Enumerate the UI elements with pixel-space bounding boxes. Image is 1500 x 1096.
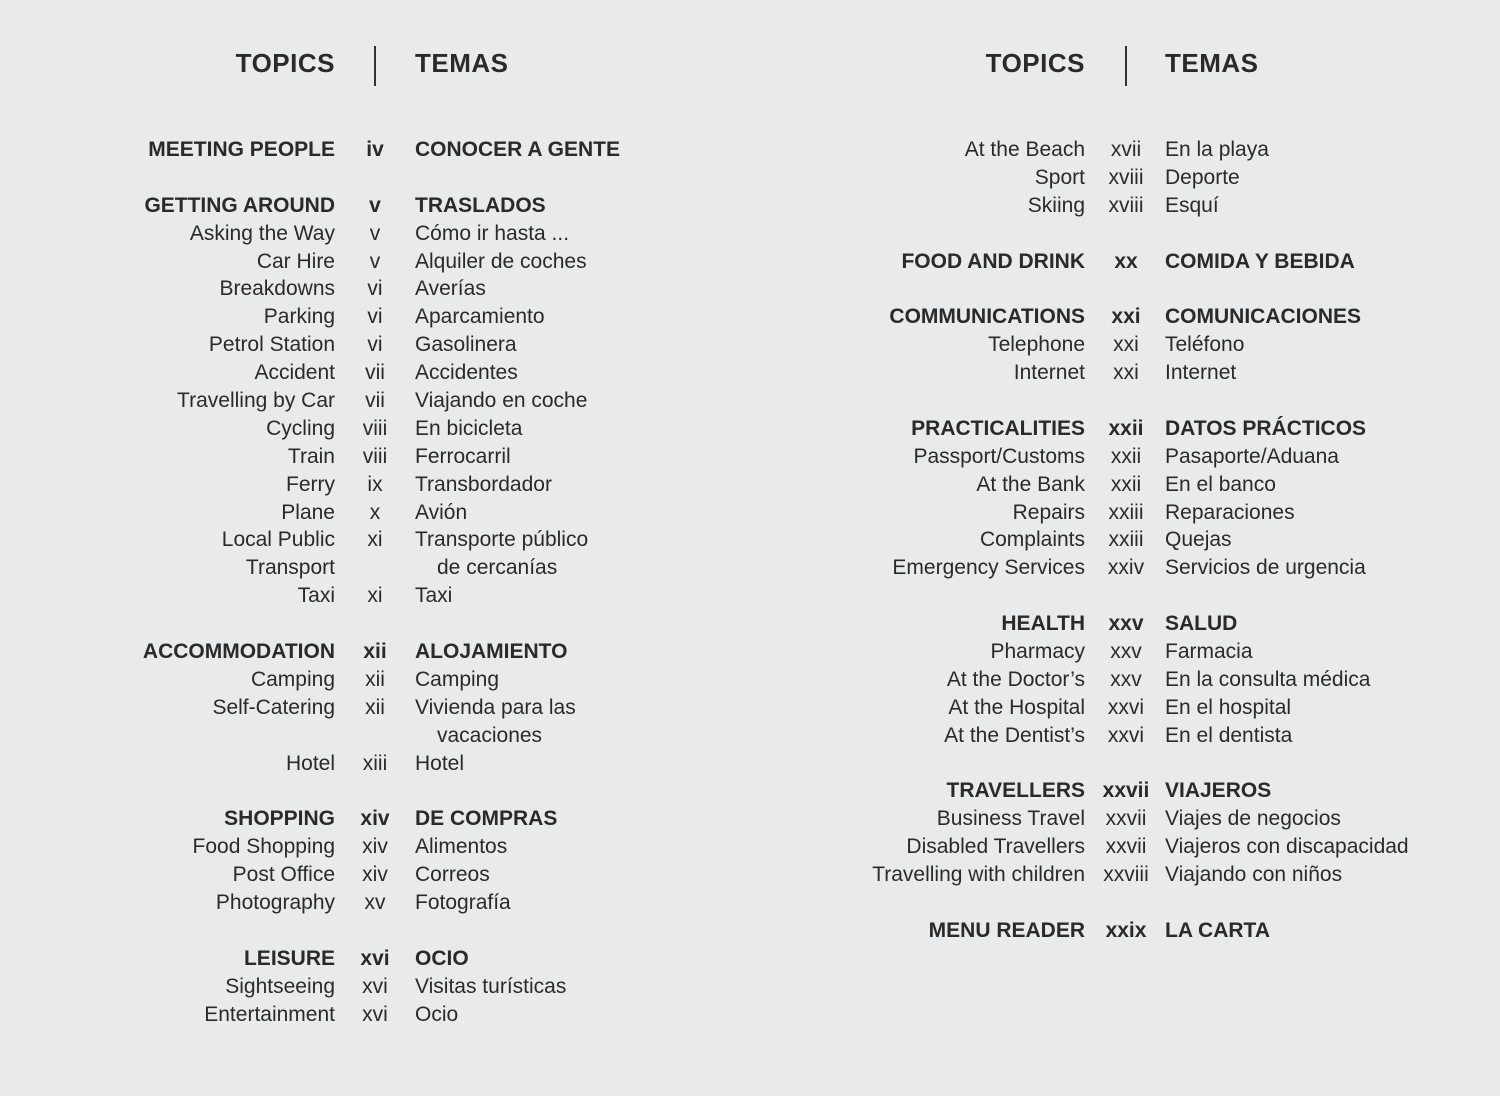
- contents-entry-row: [0, 443, 750, 471]
- page-number: vi: [367, 277, 383, 301]
- page-number: xxv: [1110, 640, 1142, 664]
- contents-entry-row: [0, 889, 750, 917]
- section-heading-row: [750, 777, 1500, 805]
- topic-spanish: ALOJAMIENTO: [415, 640, 568, 664]
- contents-entry-row: [0, 499, 750, 527]
- topic-spanish: Viajeros con discapacidad: [1165, 835, 1409, 859]
- page-number: xvi: [362, 974, 388, 998]
- section-heading-row: [750, 917, 1500, 945]
- contents-entry-row: [750, 833, 1500, 861]
- topic-spanish: Ferrocarril: [415, 444, 511, 468]
- topic-spanish: Accidentes: [415, 361, 518, 385]
- topic-spanish: En bicicleta: [415, 416, 523, 440]
- topic-spanish: Correos: [415, 863, 490, 887]
- section-spacer: [0, 164, 750, 192]
- contents-entry-row: [0, 666, 750, 694]
- page-number: xxviii: [1103, 863, 1149, 887]
- topic-spanish: Gasolinera: [415, 333, 517, 357]
- section-heading-row: [0, 136, 750, 164]
- topic-spanish: Cómo ir hasta ...: [415, 221, 570, 245]
- topic-english: LEISURE: [243, 946, 335, 970]
- contents-entry-row: [0, 303, 750, 331]
- topic-english: COMMUNICATIONS: [889, 305, 1085, 329]
- page-number: v: [369, 221, 381, 245]
- page-number: xviii: [1108, 165, 1144, 189]
- contents-entry-row: [750, 192, 1500, 220]
- page-number: xxiii: [1108, 500, 1144, 524]
- section-spacer: [0, 610, 750, 638]
- topic-english: Train: [287, 444, 335, 468]
- topic-english: Travelling with children: [872, 863, 1085, 887]
- page-number: xxi: [1113, 361, 1139, 385]
- section-spacer: [750, 582, 1500, 610]
- topic-english: Accident: [254, 361, 335, 385]
- page-number: xv: [364, 891, 386, 915]
- section-spacer: [750, 750, 1500, 778]
- page-number: vii: [365, 389, 385, 413]
- section-heading-row: [750, 248, 1500, 276]
- topic-english: GETTING AROUND: [144, 193, 335, 217]
- topic-spanish: TRASLADOS: [415, 193, 546, 217]
- topic-english: At the Dentist’s: [944, 723, 1085, 747]
- topic-english: Passport/Customs: [913, 444, 1085, 468]
- topic-spanish: Camping: [415, 667, 500, 691]
- page-number: xxvi: [1107, 695, 1145, 719]
- topic-spanish: Alquiler de coches: [415, 249, 587, 273]
- contents-entry-row: [0, 973, 750, 1001]
- topic-english: TRAVELLERS: [946, 779, 1085, 803]
- page-number: vi: [367, 333, 383, 357]
- page-number: xvii: [1110, 138, 1142, 161]
- section-heading-row: [0, 638, 750, 666]
- contents-entry-row: [0, 1001, 750, 1029]
- header-topics: TOPICS: [985, 48, 1085, 78]
- page-number: x: [369, 500, 381, 524]
- page-number: xxvii: [1105, 835, 1147, 859]
- contents-entry-row: [750, 805, 1500, 833]
- topic-spanish: Viajando en coche: [415, 389, 588, 413]
- page-number: xxix: [1105, 918, 1147, 942]
- contents-entry-row: [0, 415, 750, 443]
- topic-english: At the Hospital: [948, 695, 1085, 719]
- header-temas: TEMAS: [415, 48, 509, 78]
- topic-spanish: Teléfono: [1165, 333, 1245, 357]
- topic-english: Asking the Way: [189, 221, 335, 245]
- topic-spanish: Taxi: [415, 584, 453, 608]
- page-number: xiv: [362, 863, 388, 887]
- contents-entry-row: [0, 387, 750, 415]
- topic-english: Disabled Travellers: [906, 835, 1085, 859]
- header-divider: [1125, 46, 1127, 86]
- contents-entry-row: [0, 275, 750, 303]
- column-header: [750, 46, 1500, 86]
- topic-english: Cycling: [266, 416, 335, 440]
- topic-spanish: DE COMPRAS: [415, 807, 558, 831]
- page-number: xxiv: [1107, 556, 1145, 580]
- page-number: iv: [366, 138, 384, 161]
- topic-spanish: Transbordador: [415, 472, 552, 496]
- section-spacer: [0, 777, 750, 805]
- contents-entry-row: [0, 471, 750, 499]
- header-divider: [374, 46, 376, 86]
- topic-spanish: Farmacia: [1165, 640, 1253, 664]
- page-number: xxi: [1113, 333, 1139, 357]
- topic-spanish: Aparcamiento: [415, 305, 545, 329]
- section-spacer: [750, 889, 1500, 917]
- section-heading-row: [0, 805, 750, 833]
- topic-english: Post Office: [232, 863, 335, 887]
- page-number: viii: [362, 444, 388, 468]
- page-number: xvi: [360, 946, 390, 970]
- topic-english: Car Hire: [256, 249, 335, 273]
- page-number: v: [369, 249, 381, 273]
- topic-spanish: Hotel: [415, 751, 465, 775]
- contents-entry-row: [750, 471, 1500, 499]
- section-spacer: [750, 275, 1500, 303]
- topic-english: SHOPPING: [224, 807, 335, 831]
- header-topics: TOPICS: [235, 48, 335, 78]
- contents-entry-row: [0, 331, 750, 359]
- topic-english: Complaints: [979, 528, 1085, 552]
- topic-spanish: En la playa: [1165, 138, 1269, 161]
- header-temas: TEMAS: [1165, 48, 1259, 78]
- topic-english: Repairs: [1012, 500, 1085, 524]
- topic-english: Parking: [263, 305, 335, 329]
- topic-spanish: Viajes de negocios: [1165, 807, 1341, 831]
- contents-entry-row: [750, 443, 1500, 471]
- topic-english: MENU READER: [928, 918, 1085, 942]
- topic-english: Telephone: [988, 333, 1085, 357]
- section-heading-row: [0, 192, 750, 220]
- topic-spanish: En el hospital: [1165, 695, 1292, 719]
- topic-english: Plane: [281, 500, 335, 524]
- page-number: xii: [363, 640, 387, 664]
- topic-english: Business Travel: [936, 807, 1085, 831]
- contents-entry-row: [750, 526, 1500, 554]
- page-number: xxii: [1110, 472, 1142, 496]
- section-spacer: [750, 387, 1500, 415]
- topic-spanish: COMIDA Y BEBIDA: [1165, 249, 1355, 273]
- topic-spanish: COMUNICACIONES: [1165, 305, 1362, 329]
- section-spacer: [0, 917, 750, 945]
- contents-column-right: [750, 0, 1500, 1096]
- topic-english: MEETING PEOPLE: [148, 138, 335, 161]
- section-heading-row: [750, 610, 1500, 638]
- contents-entry-row: [0, 220, 750, 248]
- topic-spanish: de cercanías: [437, 556, 558, 580]
- page-number: xxii: [1110, 444, 1142, 468]
- page-number: xviii: [1108, 193, 1144, 217]
- page-number: xxvi: [1107, 723, 1145, 747]
- topic-english: Entertainment: [204, 1002, 335, 1026]
- topic-english: Travelling by Car: [177, 389, 335, 413]
- topic-spanish: Reparaciones: [1165, 500, 1295, 524]
- page-number: xxi: [1111, 305, 1141, 329]
- topic-spanish: Visitas turísticas: [415, 974, 567, 998]
- page-number: xi: [367, 528, 383, 552]
- contents-list-left: [0, 136, 750, 1029]
- contents-list-right: [750, 136, 1500, 945]
- topic-english: PRACTICALITIES: [911, 416, 1085, 440]
- contents-entry-row: [0, 750, 750, 778]
- section-heading-row: [750, 303, 1500, 331]
- page-number: xxiii: [1108, 528, 1144, 552]
- page-number: xiii: [362, 751, 388, 775]
- contents-entry-row: [0, 359, 750, 387]
- topic-english: HEALTH: [1001, 612, 1085, 636]
- page-number: xx: [1114, 249, 1138, 273]
- topic-spanish: Averías: [415, 277, 486, 301]
- topic-spanish: Fotografía: [415, 891, 511, 915]
- topic-english: Skiing: [1027, 193, 1085, 217]
- topic-english: Food Shopping: [192, 835, 335, 859]
- contents-entry-row: [750, 136, 1500, 164]
- topic-english: Sightseeing: [225, 974, 335, 998]
- contents-entry-row: [0, 554, 750, 582]
- topic-english: Hotel: [285, 751, 335, 775]
- column-header: [0, 46, 750, 86]
- topic-spanish: Transporte público: [415, 528, 589, 552]
- contents-entry-row: [0, 248, 750, 276]
- section-heading-row: [750, 415, 1500, 443]
- page-number: xxv: [1110, 667, 1142, 691]
- page-number: ix: [367, 472, 383, 496]
- topic-english: Transport: [245, 556, 335, 580]
- page-number: xxv: [1108, 612, 1144, 636]
- page-number: vii: [365, 361, 385, 385]
- page-number: vi: [367, 305, 383, 329]
- topic-english: Internet: [1013, 361, 1085, 385]
- topic-english: FOOD AND DRINK: [901, 249, 1085, 273]
- page-number: xiv: [362, 835, 388, 859]
- page-number: xxvii: [1105, 807, 1147, 831]
- contents-entry-row: [0, 861, 750, 889]
- contents-entry-row: [750, 499, 1500, 527]
- contents-entry-row: [750, 164, 1500, 192]
- topic-spanish: SALUD: [1165, 612, 1238, 636]
- page-number: xvi: [362, 1002, 388, 1026]
- contents-entry-row: [0, 694, 750, 722]
- topic-english: Petrol Station: [208, 333, 335, 357]
- contents-entry-row: [0, 582, 750, 610]
- topic-english: ACCOMMODATION: [142, 640, 335, 664]
- topic-spanish: Internet: [1165, 361, 1237, 385]
- contents-entry-row: [750, 722, 1500, 750]
- topic-spanish: En el dentista: [1165, 723, 1293, 747]
- page-number: viii: [362, 416, 388, 440]
- contents-entry-row: [0, 722, 750, 750]
- topic-english: Ferry: [286, 472, 335, 496]
- topic-english: At the Bank: [976, 472, 1085, 496]
- topic-spanish: Pasaporte/Aduana: [1165, 444, 1339, 468]
- page-number: v: [369, 193, 381, 217]
- topic-spanish: CONOCER A GENTE: [415, 138, 620, 161]
- topic-spanish: Vivienda para las: [415, 695, 576, 719]
- topic-english: Pharmacy: [990, 640, 1085, 664]
- contents-entry-row: [750, 331, 1500, 359]
- topic-spanish: DATOS PRÁCTICOS: [1165, 416, 1367, 440]
- topic-english: Emergency Services: [892, 556, 1085, 580]
- contents-entry-row: [750, 694, 1500, 722]
- topic-english: Taxi: [297, 584, 335, 608]
- topic-spanish: OCIO: [415, 946, 469, 970]
- section-heading-row: [0, 945, 750, 973]
- topic-spanish: vacaciones: [437, 723, 543, 747]
- topic-spanish: En la consulta médica: [1165, 667, 1371, 691]
- page-number: xii: [365, 667, 385, 691]
- topic-english: Local Public: [221, 528, 335, 552]
- page-number: xxvii: [1102, 779, 1150, 803]
- topic-spanish: Alimentos: [415, 835, 508, 859]
- topic-english: Self-Catering: [212, 695, 335, 719]
- topic-english: Camping: [250, 667, 335, 691]
- topic-english: At the Doctor’s: [946, 667, 1085, 691]
- topic-english: Breakdowns: [219, 277, 335, 301]
- topic-spanish: Esquí: [1165, 193, 1219, 217]
- contents-entry-row: [0, 833, 750, 861]
- topic-spanish: Viajando con niños: [1165, 863, 1343, 887]
- topic-spanish: Ocio: [415, 1002, 459, 1026]
- topic-spanish: En el banco: [1165, 472, 1276, 496]
- page-number: xxii: [1108, 416, 1144, 440]
- topic-spanish: VIAJEROS: [1165, 779, 1272, 803]
- topic-spanish: Deporte: [1165, 165, 1240, 189]
- topic-spanish: Quejas: [1165, 528, 1232, 552]
- contents-entry-row: [750, 638, 1500, 666]
- contents-entry-row: [750, 554, 1500, 582]
- topic-english: Photography: [215, 891, 335, 915]
- topic-spanish: LA CARTA: [1165, 918, 1270, 942]
- page-number: xiv: [360, 807, 390, 831]
- topic-spanish: Servicios de urgencia: [1165, 556, 1366, 580]
- page-number: xi: [367, 584, 383, 608]
- page-number: xii: [365, 695, 385, 719]
- contents-entry-row: [750, 359, 1500, 387]
- section-spacer: [750, 220, 1500, 248]
- topic-english: Sport: [1034, 165, 1085, 189]
- topic-english: At the Beach: [964, 138, 1085, 161]
- topic-spanish: Avión: [415, 500, 468, 524]
- contents-entry-row: [750, 666, 1500, 694]
- contents-entry-row: [750, 861, 1500, 889]
- contents-entry-row: [0, 526, 750, 554]
